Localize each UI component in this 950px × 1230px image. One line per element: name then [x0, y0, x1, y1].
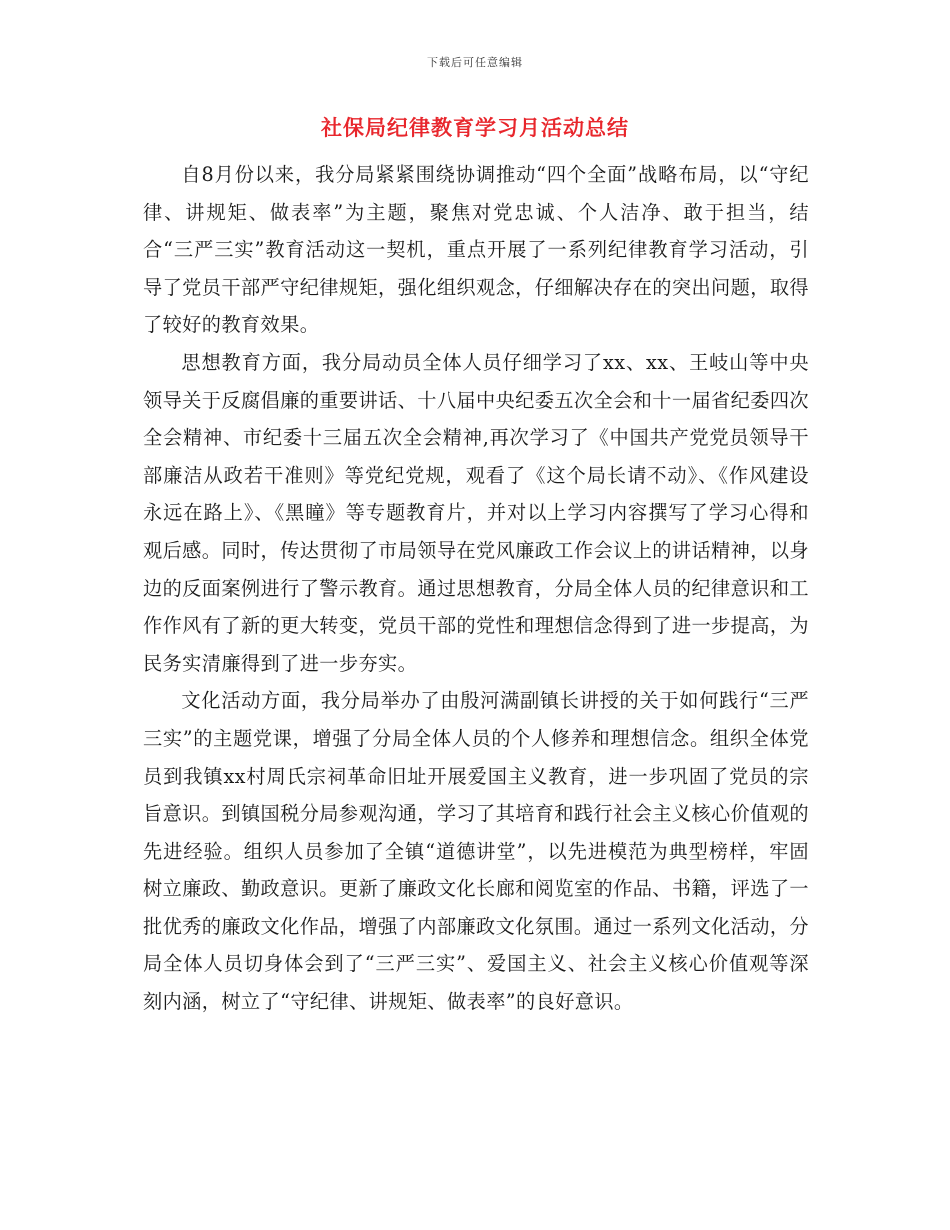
document-body: [143, 156, 809, 1021]
paragraph-ideological-education: 思想教育方面，我分局动员全体人员仔细学习了xx、xx、王岐山等中央领导关于反腐倡廉的重要讲话、十八届中央纪委五次全会和十一届省纪委四次全会精神、市纪委十三届五次全会精神,再次学习了《中国共产党党员领导干部廉洁从政若干准则》等党纪党规，观看了《这个局长请不动》、《作风建设永远在路上》、《黑瞳》等专题教育片，并对以上学习内容撰写了学习心得和观后感。同时，传达贯彻了市局领导在党风廉政工作会议上的讲话精神，以身边的反面案例进行了警示教育。通过思想教育，分局全体人员的纪律意识和工作作风有了新的更大转变，党员干部的党性和理想信念得到了进一步提高，为民务实清廉得到了进一步夯实。: [143, 350, 809, 675]
paragraph-intro: 自8月份以来，我分局紧紧围绕协调推动“四个全面”战略布局，以“守纪律、讲规矩、做表率”为主题，聚焦对党忠诚、个人洁净、敢于担当，结合“三严三实”教育活动这一契机，重点开展了一系列纪律教育学习活动，引导了党员干部严守纪律规矩，强化组织观念，仔细解决存在的突出问题，取得了较好的教育效果。: [143, 163, 809, 337]
document-title: 社保局纪律教育学习月活动总结: [321, 115, 629, 140]
paragraph-cultural-activities: 文化活动方面，我分局举办了由殷河满副镇长讲授的关于如何践行“三严三实”的主题党课，增强了分局全体人员的个人修养和理想信念。组织全体党员到我镇xx村周氏宗祠革命旧址开展爱国主义教育，进一步巩固了党员的宗旨意识。到镇国税分局参观沟通，学习了其培育和践行社会主义核心价值观的先进经验。组织人员参加了全镇“道德讲堂”，以先进模范为典型榜样，牢固树立廉政、勤政意识。更新了廉政文化长廊和阅览室的作品、书籍，评选了一批优秀的廉政文化作品，增强了内部廉政文化氛围。通过一系列文化活动，分局全体人员切身体会到了“三严三实”、爱国主义、社会主义核心价值观等深刻内涵，树立了“守纪律、讲规矩、做表率”的良好意识。: [143, 689, 809, 1014]
header-note: 下载后可任意编辑: [427, 56, 523, 69]
